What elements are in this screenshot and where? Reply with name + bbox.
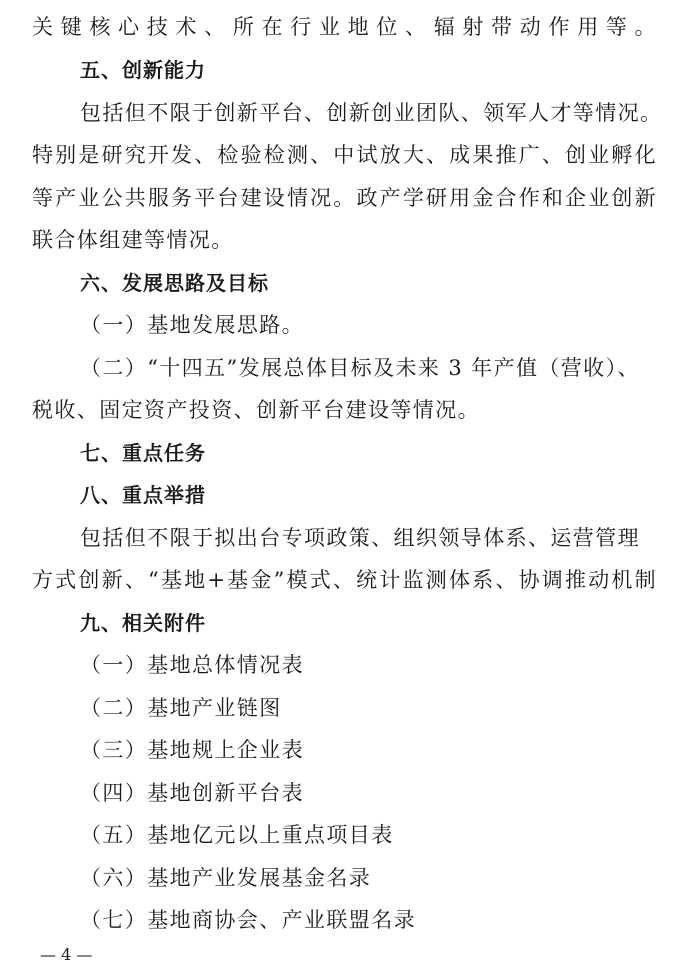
page-number: — 4 — [40, 945, 93, 964]
list-item: （一）基地发展思路。 [80, 313, 304, 337]
body-text-line: 方式创新、“基地+基金”模式、统计监测体系、协调推动机制 [32, 568, 657, 592]
body-text-line: 特别是研究开发、检验检测、中试放大、成果推广、创业孵化 [32, 143, 657, 167]
section-heading-key-tasks: 七、重点任务 [80, 441, 206, 465]
list-item: （一）基地总体情况表 [80, 653, 304, 677]
body-text-line: 包括但不限于创新平台、创新创业团队、领军人才等情况。 [80, 101, 663, 125]
body-text-line: 包括但不限于拟出台专项政策、组织领导体系、运营管理 [80, 526, 640, 550]
body-text-line: 联合体组建等情况。 [32, 228, 234, 252]
list-item: （七）基地商协会、产业联盟名录 [80, 908, 416, 932]
section-heading-key-measures: 八、重点举措 [80, 483, 206, 507]
body-text-line: 等产业公共服务平台建设情况。政产学研用金合作和企业创新 [32, 186, 657, 210]
section-heading-development: 六、发展思路及目标 [80, 271, 269, 295]
body-text-line: 关键核心技术、所在行业地位、辐射带动作用等。 [32, 15, 657, 39]
list-item: （四）基地创新平台表 [80, 781, 304, 805]
list-item: （二）“十四五”发展总体目标及未来 3 年产值（营收）、 [80, 356, 640, 380]
list-item: （六）基地产业发展基金名录 [80, 866, 372, 890]
list-item: （三）基地规上企业表 [80, 738, 304, 762]
section-heading-innovation: 五、创新能力 [80, 58, 206, 82]
section-heading-attachments: 九、相关附件 [80, 611, 206, 635]
list-item: （五）基地亿元以上重点项目表 [80, 823, 394, 847]
body-text-line: 税收、固定资产投资、创新平台建设等情况。 [32, 398, 480, 422]
list-item: （二）基地产业链图 [80, 696, 282, 720]
